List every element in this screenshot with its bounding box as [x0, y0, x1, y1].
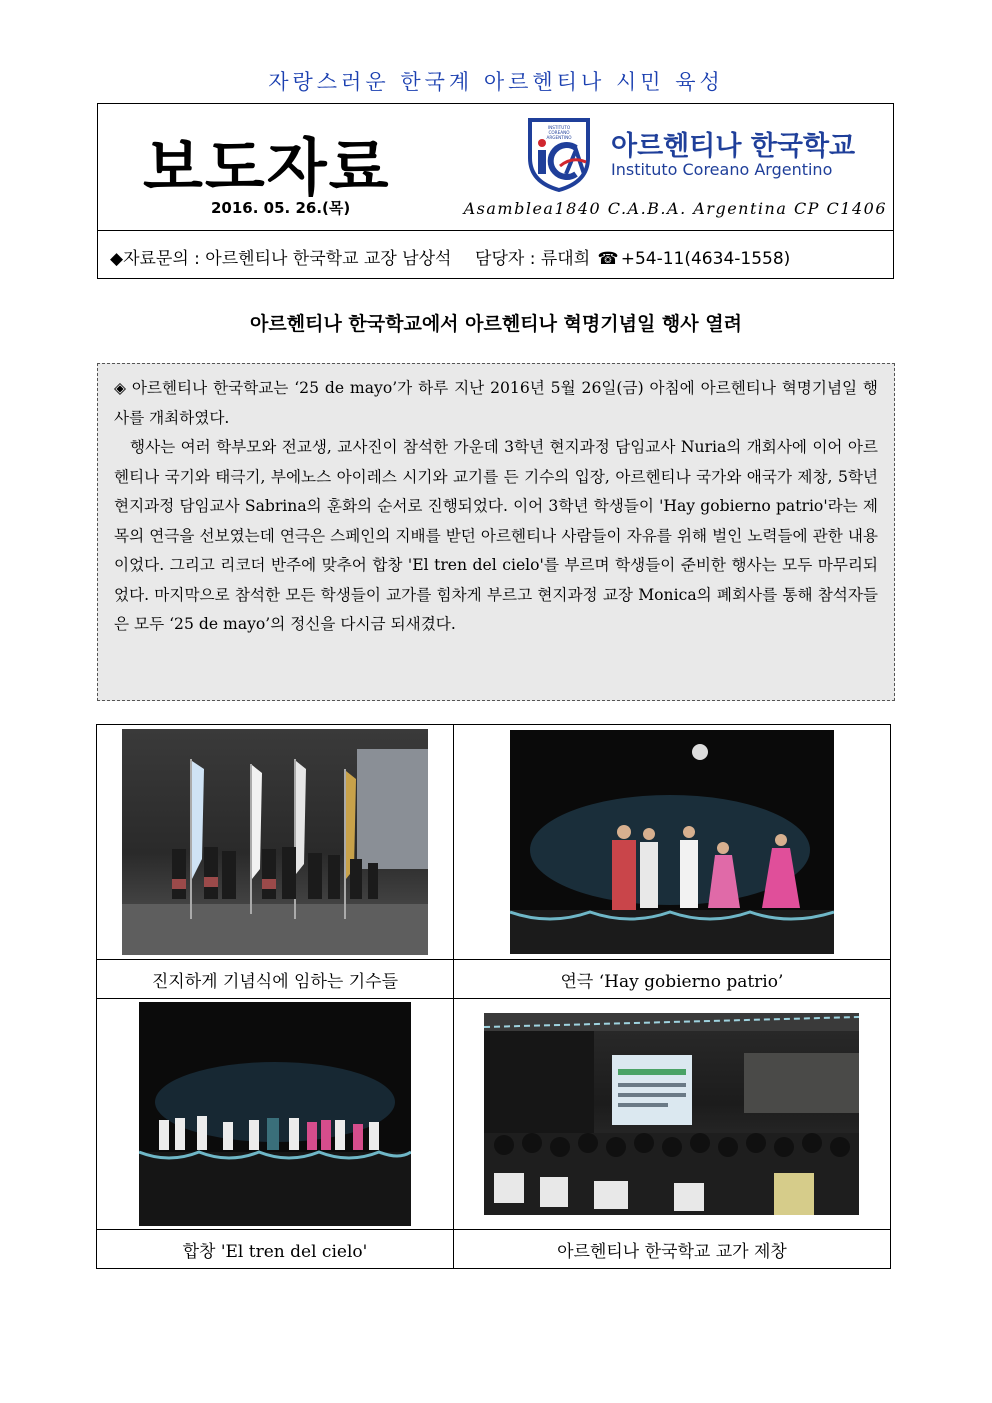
- photo-caption-2: 연극 ‘Hay gobierno patrio’: [453, 960, 890, 999]
- article-summary-box: [97, 363, 895, 701]
- photo-caption-4: 아르헨티나 한국학교 교가 제창: [453, 1230, 890, 1269]
- school-address: Asamblea1840 C.A.B.A. Argentina CP C1406: [463, 199, 887, 218]
- photo-choir: [139, 1002, 411, 1226]
- photo-grid: [96, 724, 891, 1269]
- photo-caption-3: 합창 'El tren del cielo': [97, 1230, 454, 1269]
- photo-cell-2: [453, 725, 890, 960]
- header-divider: [98, 230, 893, 231]
- photo-caption-1: 진지하게 기념식에 임하는 기수들: [97, 960, 454, 999]
- photo-cell-4: [453, 999, 890, 1230]
- press-release-header: [97, 103, 894, 279]
- slogan: 자랑스러운 한국계 아르헨티나 시민 육성: [268, 70, 724, 94]
- photo-school-song: [484, 1013, 859, 1215]
- svg-text:INSTITUTO: INSTITUTO: [547, 125, 571, 130]
- summary-paragraph-2: 행사는 여러 학부모와 전교생, 교사진이 참석한 가운데 3학년 현지과정 담임교사 Nuria의 개회사에 이어 아르헨티나 국기와 태극기, 부에노스 아이레스 시기와 교기를 든 기수의 입장, 아르헨티나 국가와 애국가 제창, 5학년 현지과정 담임교사 Sabrina의 훈화의 순서로 진행되었다. 이어 3학년 학생들이 'Hay gobierno patrio'라는 제목의 연극을 선보였는데 연극은 스페인의 지배를 받던 아르헨티나 사람들이 자유를 위해 벌인 노력들에 관한 내용이었다. 그리고 리코더 반주에 맞추어 합창 'El tren del cielo'를 부르며 학생들이 준비한 행사는 모두 마무리되었다. 마지막으로 참석한 모든 학생들이 교가를 힘차게 부르고 현지과정 교장 Monica의 폐회사를 통해 참석자들은 모두 ‘25 de mayo’의 정신을 다시금 되새겼다.: [114, 438, 879, 633]
- school-name-spanish: Instituto Coreano Argentino: [611, 160, 833, 179]
- school-name-korean: 아르헨티나 한국학교: [611, 131, 856, 162]
- svg-text:ARGENTINO: ARGENTINO: [546, 135, 572, 140]
- photo-cell-1: [97, 725, 454, 960]
- photo-cell-3: [97, 999, 454, 1230]
- phone-icon: ☎: [597, 249, 619, 269]
- article-headline: 아르헨티나 한국학교에서 아르헨티나 혁명기념일 행사 열려: [250, 313, 742, 335]
- release-date: 2016. 05. 26.(목): [211, 199, 351, 217]
- contact-phone: +54-11(4634-1558): [620, 249, 791, 269]
- svg-text:COREANO: COREANO: [548, 130, 570, 135]
- school-logo: [520, 112, 598, 192]
- document-title: 보도자료: [143, 131, 391, 204]
- summary-paragraph-1: ◈ 아르헨티나 한국학교는 ‘25 de mayo’가 하루 지난 2016년 5월 26일(금) 아침에 아르헨티나 혁명기념일 행사를 개최하였다.: [114, 379, 878, 427]
- photo-flag-bearers: [122, 729, 428, 955]
- contact-line: [110, 244, 792, 269]
- header-top-row: [98, 104, 893, 230]
- photo-play: [510, 730, 834, 954]
- contact-person: 담당자 : 류대희: [475, 249, 591, 269]
- contact-label: ◆자료문의 : 아르헨티나 한국학교 교장 남상석: [110, 249, 452, 269]
